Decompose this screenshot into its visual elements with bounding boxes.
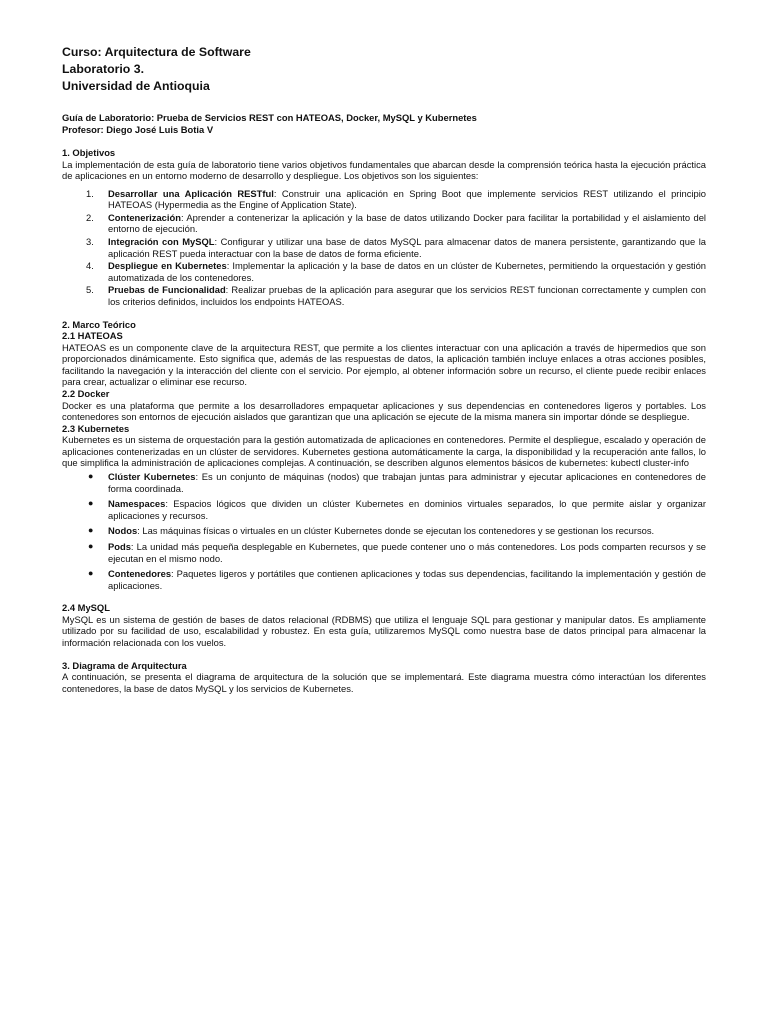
- item-term: Clúster Kubernetes: [108, 470, 196, 482]
- bullet-icon: ●: [88, 540, 94, 551]
- item-text: : Realizar pruebas de la aplicación para asegurar que los servicios REST funcionan correctamente y cumplen con los criterios definidos, incluidos los endpoints HATEOAS.: [108, 284, 706, 308]
- list-item: [62, 541, 706, 564]
- item-number: 2.: [86, 211, 94, 223]
- item-term: Contenedores: [108, 568, 172, 580]
- item-text: : Aprender a contenerizar la aplicación y la base de datos utilizando Docker para facilitar la portabilidad y el aislamiento del entorno de ejecución.: [108, 211, 706, 235]
- bullet-icon: ●: [88, 498, 94, 509]
- item-term: Integración con MySQL: [108, 236, 215, 248]
- item-text: : Las máquinas físicas o virtuales en un clúster Kubernetes donde se ejecutan los contenedores y se gestionan los recursos.: [137, 525, 655, 537]
- item-text: : Configurar y utilizar una base de datos MySQL para almacenar datos de manera persistente, garantizando que la aplicación REST pueda interactuar con la base de datos de forma eficiente.: [108, 236, 707, 259]
- architecture-heading: 3. Diagrama de Arquitectura: [62, 659, 187, 671]
- professor-name: Profesor: Diego José Luis Botia V: [62, 124, 214, 135]
- architecture-section: [62, 660, 706, 695]
- item-text: : Paquetes ligeros y portátiles que contienen aplicaciones y todas sus dependencias, facilitando la implementación y gestión de aplicaciones.: [108, 568, 706, 591]
- document-header: [62, 44, 706, 95]
- theory-section: [62, 319, 706, 649]
- item-term: Contenerización: [108, 211, 181, 223]
- architecture-paragraph: A continuación, se presenta el diagrama de arquitectura de la solución que se implementará. Este diagrama muestra cómo interactúan los diferentes contenedores, la base de datos MySQL y los servicios de Kubernetes.: [62, 671, 706, 694]
- list-item: [62, 498, 706, 521]
- list-item: [62, 525, 706, 537]
- item-term: Nodos: [108, 525, 138, 537]
- kubernetes-heading: 2.3 Kubernetes: [62, 422, 130, 434]
- docker-heading: 2.2 Docker: [62, 388, 110, 399]
- objectives-heading: 1. Objetivos: [62, 147, 116, 158]
- item-number: 1.: [86, 187, 94, 199]
- list-item: [62, 284, 706, 307]
- item-number: 3.: [86, 236, 94, 248]
- item-number: 5.: [86, 284, 94, 296]
- item-text: : La unidad más pequeña desplegable en Kubernetes, que puede contener uno o más contenedores. Los pods comparten recursos y se ejecutan en el mismo nodo.: [108, 540, 706, 564]
- item-term: Namespaces: [108, 498, 166, 510]
- university-name: Universidad de Antioquia: [62, 79, 210, 93]
- objectives-list: [62, 188, 706, 308]
- item-term: Pruebas de Funcionalidad: [108, 284, 226, 296]
- guide-title: Guía de Laboratorio: Prueba de Servicios REST con HATEOAS, Docker, MySQL y Kubernetes: [62, 112, 477, 123]
- course-title: Curso: Arquitectura de Software: [62, 45, 251, 59]
- docker-paragraph: Docker es una plataforma que permite a los desarrolladores empaquetar aplicaciones y sus dependencias en contenedores ligeros y portables. Los contenedores son entornos de ejecución aislados que garantizan que una aplicación se ejecute de la misma manera sin importar dónde se despliegue.: [62, 399, 706, 423]
- objectives-section: [62, 147, 706, 308]
- item-term: Despliegue en Kubernetes: [108, 260, 227, 272]
- item-text: : Espacios lógicos que dividen un clúster Kubernetes en dominios virtuales separados, lo que permite aislar y organizar aplicaciones y recursos.: [108, 498, 706, 521]
- guide-info: [62, 112, 706, 136]
- hateoas-heading: 2.1 HATEOAS: [62, 330, 123, 342]
- list-item: [62, 260, 706, 283]
- item-text: : Implementar la aplicación y la base de datos en un clúster de Kubernetes, permitiendo la orquestación y gestión automatizada de los contenedores.: [108, 260, 706, 283]
- list-item: [62, 236, 706, 259]
- list-item: [62, 212, 706, 235]
- mysql-paragraph: MySQL es un sistema de gestión de bases de datos relacional (RDBMS) que utiliza el lenguaje SQL para gestionar y manipular datos. Es ampliamente utilizado por su facilidad de uso, escalabilidad y robustez. En esta guía, utilizaremos MySQL como nuestra base de datos principal para almacenar la información relacionada con los vuelos.: [62, 613, 706, 648]
- item-number: 4.: [86, 260, 94, 272]
- item-term: Desarrollar una Aplicación RESTful: [108, 187, 274, 199]
- bullet-icon: ●: [88, 568, 94, 579]
- item-term: Pods: [108, 540, 131, 552]
- item-text: : Es un conjunto de máquinas (nodos) que trabajan juntas para administrar y ejecutar aplicaciones en contenedores de forma coordinada.: [108, 470, 706, 494]
- lab-title: Laboratorio 3.: [62, 62, 144, 76]
- kubernetes-elements-list: [62, 471, 706, 591]
- mysql-heading: 2.4 MySQL: [62, 602, 110, 614]
- hateoas-paragraph: HATEOAS es un componente clave de la arquitectura REST, que permite a los clientes interactuar con una aplicación a través de hipermedios que son proporcionados dinámicamente. Esto significa que, además de las respuestas de datos, la aplicación también incluye enlaces a otras acciones posibles, facilitando la navegación y la interacción del cliente con el servicio. Por ejemplo, al obtener información sobre un recurso, el cliente puede recibir enlaces para crear, actualizar o eliminar ese recurso.: [62, 341, 706, 388]
- list-item: [62, 568, 706, 591]
- theory-heading: 2. Marco Teórico: [62, 318, 136, 330]
- bullet-icon: ●: [88, 525, 94, 536]
- item-text: : Construir una aplicación en Spring Boot que implemente servicios REST utilizando el principio HATEOAS (Hypermedia as the Engine of Application State).: [108, 187, 706, 211]
- objectives-intro: La implementación de esta guía de laboratorio tiene varios objetivos fundamentales que abarcan desde la comprensión teórica hasta la ejecución práctica de aplicaciones en un entorno moderno de desarrollo y despliegue. Los objetivos son los siguientes:: [62, 158, 706, 182]
- list-item: [62, 188, 706, 211]
- list-item: [62, 471, 706, 494]
- bullet-icon: ●: [88, 470, 94, 481]
- kubernetes-paragraph: Kubernetes es un sistema de orquestación para la gestión automatizada de aplicaciones en contenedores. Permite el despliegue, escalado y operación de aplicaciones contenerizadas en un clúster de servidores. Kubernetes gestiona automáticamente la carga, la disponibilidad y la recuperación ante fallos, lo que simplifica la administración de aplicaciones complejas. A continuación, se describen algunos elementos básicos de kubernetes: kubectl cluster-info: [62, 434, 706, 469]
